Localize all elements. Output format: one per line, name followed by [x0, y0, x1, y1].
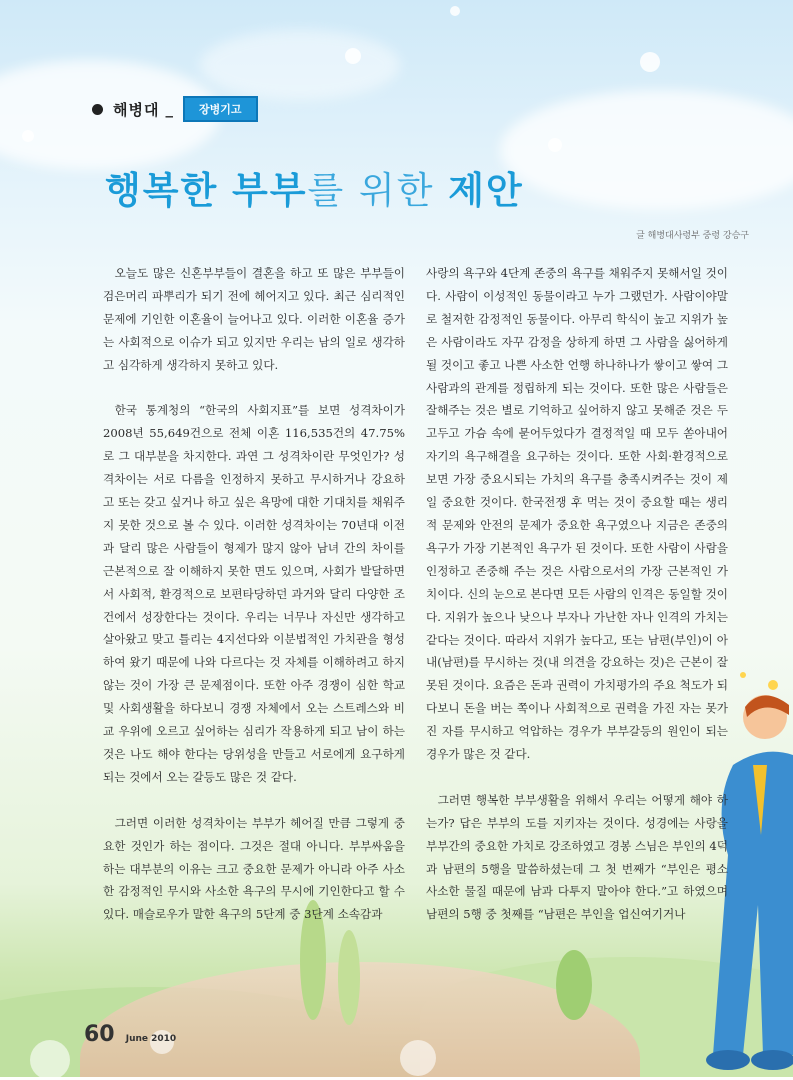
byline: 글 해병대사령부 중령 강승구: [636, 231, 749, 241]
bullet-icon: [92, 104, 103, 115]
article-header: [92, 96, 258, 122]
dandelion: [400, 1040, 436, 1076]
sparkle: [548, 138, 562, 152]
sparkle: [345, 48, 361, 64]
header-separator: _: [165, 100, 173, 118]
page-title: [105, 160, 524, 214]
paragraph: 그러면 이러한 성격차이는 부부가 헤어질 만큼 그렇게 중요한 것인가 하는 점이다. 그것은 절대 아니다. 부부싸움을 하는 대부분의 이유는 크고 중요한 문제가 아니라 아주 사소한 감정적인 무시와 사소한 욕구의 무시에 기인한다고 할 수 있다. 매슬로우가 말한 욕구의 5단계 중 3단계 소속감과: [103, 815, 405, 922]
paragraph: 사랑의 욕구와 4단계 존중의 욕구를 채워주지 못해서일 것이다. 사람이 이성적인 동물이라고 누가 그랬던가. 사람이야말로 철저한 감정적인 동물이다. 아무리 학식이 높고 지위가 높은 사람이라도 자꾸 감정을 상하게 하면 그 사람을 싫어하게 될 것이고 좋고 나쁜 사소한 언행 하나하나가 쌓이고 쌓여 그 사람과의 관계를 정립하게 되는 것이다. 또한 많은 사람들은 잘해주는 것은 별로 기억하고 싶어하지 않고 못해준 것은 두고두고 가슴 속에 묻어두었다가 결정적일 때 모두 쏟아내어 자기의 욕구해결을 요구하는 것이다. 또한 사회·환경적으로 보면 가장 중요시되는 가치의 욕구를 충족시켜주는 것이 제일 중요한 것이다. 한국전쟁 후 먹는 것이 중요할 때는 생리적 문제와 안전의 문제가 중요한 욕구였으나 지금은 존중의 욕구가 가장 기본적인 욕구가 된 것이다. 또한 사람이 사람을 인정하고 존중해 주는 것은 사람으로서의 가장 근본적인 가치이다. 신의 눈으로 본다면 모든 사람의 인격은 동일할 것이다. 지위가 높으나 낮으나 부자나 가난한 자나 인격의 가치는 같다는 것이다. 따라서 지위가 높다고, 또는 남편(부인)이 아내(남편)를 무시하는 것(내 의견을 강요하는 것)은 근본이 잘못된 것이다. 요즘은 돈과 권력이 가치평가의 주요 척도가 되다보니 돈을 버는 쪽이나 사회적으로 권력을 가진 자는 못가진 자를 무시하고 억압하는 경우가 부부갈등의 원인이 되는 경우가 많은 것 같다.: [426, 266, 728, 762]
tree: [556, 950, 592, 1020]
paragraph: 그러면 행복한 부부생활을 위해서 우리는 어떻게 해야 하는가? 답은 부부의 도를 지키자는 것이다. 성경에는 사랑을 부부간의 중요한 가치로 강조하였고 경봉 스님은 부인의 4덕과 남편의 5행을 말씀하셨는데 그 첫 번째가 “부인은 평소 사소한 물질 때문에 남과 다투지 말아야 한다.”고 하였으며 남편의 5행 중 첫째를 “남편은 부인을 업신여기거나: [426, 792, 728, 922]
page-footer: [84, 1022, 176, 1047]
author-unit: 해병대: [113, 100, 160, 119]
issue-date: June 2010: [125, 1034, 177, 1044]
cloud: [200, 30, 400, 100]
title-word: 부부: [232, 169, 308, 212]
paragraph: 한국 통계청의 “한국의 사회지표”를 보면 성격차이가 2008년 55,649건으로 전체 이혼 116,535건의 47.75%로 그 대부분을 차지한다. 과연 그 성격차이란 무엇인가? 성격차이는 서로 다름을 인정하지 못하고 무시하거나 강요하고 또는 갖고 싶거나 하고 싶은 욕망에 대한 기대치를 채워주지 못한 것으로 볼 수 있다. 이러한 성격차이는 70년대 이전과 달리 많은 사람들이 형제가 많지 않아 남녀 간의 차이를 근본적으로 잘 이해하지 못한 면도 있으며, 사회가 발달하면서 사회적, 환경적으로 보편타당하던 과거와 달리 다양한 조건에서 성장한다는 것이다. 우리는 너무나 자신만 생각하고 살아왔고 맞고 틀리는 4지선다와 이분법적인 가치관을 형성하여 왔기 때문에 나와 다르다는 것 자체를 이해하려고 하지 않는 것이 가장 큰 문제점이다. 또한 아주 경쟁이 심한 학교 및 사회생활을 하다보니 경쟁 자체에서 오는 스트레스와 비교 우위에 오르고 싶어하는 심리가 작용하게 되고 남이 하는 것은 나도 해야 한다는 당위성을 만들고 서로에게 요구하게 되는 것에서 오는 갈등도 많은 것 같다.: [103, 403, 405, 784]
title-word: 제안: [448, 169, 524, 212]
sparkle: [640, 52, 660, 72]
title-word: 위한: [359, 169, 435, 212]
paragraph: 오늘도 많은 신혼부부들이 결혼을 하고 또 많은 부부들이 검은머리 파뿌리가 되기 전에 헤어지고 있다. 최근 심리적인 문제에 기인한 이혼율이 늘어나고 있다. 이러한 이혼율 증가는 사회적으로 이슈가 되고 있지만 우리는 남의 일로 생각하고 심각하게 생각하지 못하고 있다.: [103, 266, 405, 372]
category-badge: 장병기고: [183, 96, 258, 122]
title-word: 를: [307, 169, 346, 212]
sparkle: [450, 6, 460, 16]
title-word: 행복한: [105, 169, 219, 212]
dandelion: [30, 1040, 70, 1080]
text-column-right: [426, 262, 728, 949]
page-number: 60: [84, 1022, 115, 1047]
sparkle: [22, 130, 34, 142]
cloud: [500, 90, 793, 210]
text-column-left: [103, 262, 405, 949]
